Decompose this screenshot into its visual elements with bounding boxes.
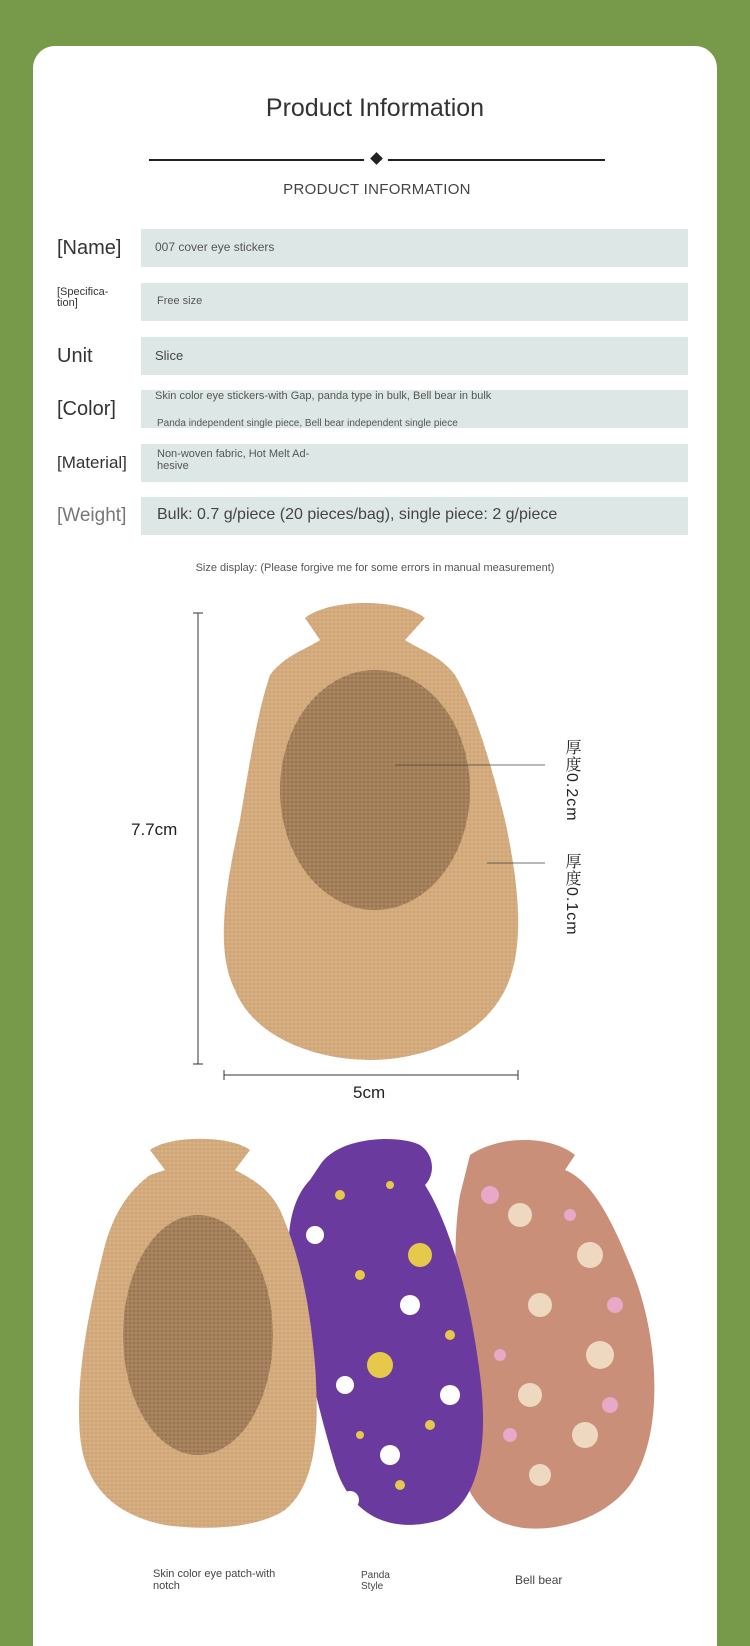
width-label: 5cm bbox=[353, 1083, 386, 1102]
patch-styles-image bbox=[70, 1135, 690, 1555]
row-value-box bbox=[141, 444, 688, 482]
caption-skin: Skin color eye patch-with notch bbox=[153, 1568, 276, 1592]
row-label: Unit bbox=[57, 345, 93, 367]
row-value-box bbox=[141, 497, 688, 535]
row-value-secondary: Panda independent single piece, Bell bear independent single piece bbox=[157, 418, 458, 429]
row-value-box bbox=[141, 229, 688, 267]
row-value-box bbox=[141, 283, 688, 321]
page-subtitle: PRODUCT INFORMATION bbox=[283, 181, 471, 198]
row-label: [Specifica- tion] bbox=[57, 286, 109, 309]
row-value-box bbox=[141, 337, 688, 375]
row-value-box bbox=[141, 390, 688, 428]
size-note: Size display: (Please forgive me for some errors in manual measurement) bbox=[195, 562, 555, 574]
caption-panda: Panda Style bbox=[361, 1570, 390, 1592]
row-label: [Name] bbox=[57, 237, 122, 259]
info-row-name bbox=[0, 229, 750, 267]
patch-center-pad bbox=[280, 670, 470, 910]
info-row-color bbox=[0, 390, 750, 428]
page-title: Product Information bbox=[265, 94, 485, 122]
info-row-specification bbox=[0, 283, 750, 321]
row-label: [Material] bbox=[57, 453, 127, 472]
thickness-center-label: 厚度0.2cm bbox=[563, 739, 580, 822]
thickness-edge-label: 厚度0.1cm bbox=[563, 853, 580, 936]
row-value: Slice bbox=[155, 348, 184, 363]
row-value: Bulk: 0.7 g/piece (20 pieces/bag), single piece: 2 g/piece bbox=[157, 506, 558, 523]
row-label: [Color] bbox=[57, 398, 116, 420]
size-diagram bbox=[0, 590, 750, 1100]
caption-bear: Bell bear bbox=[515, 1573, 563, 1587]
row-value: Non-woven fabric, Hot Melt Ad- hesive bbox=[157, 448, 310, 472]
info-row-weight bbox=[0, 497, 750, 535]
row-label: [Weight] bbox=[57, 505, 127, 526]
height-label: 7.7cm bbox=[131, 820, 178, 839]
title-divider-left bbox=[149, 159, 364, 161]
info-row-unit bbox=[0, 337, 750, 375]
title-divider-right bbox=[388, 159, 605, 161]
row-value: 007 cover eye stickers bbox=[155, 240, 275, 254]
info-row-material bbox=[0, 444, 750, 482]
patch-front-center-pad bbox=[123, 1215, 273, 1455]
row-value: Skin color eye stickers-with Gap, panda type in bulk, Bell bear in bulk bbox=[155, 390, 492, 402]
row-value: Free size bbox=[157, 295, 203, 307]
